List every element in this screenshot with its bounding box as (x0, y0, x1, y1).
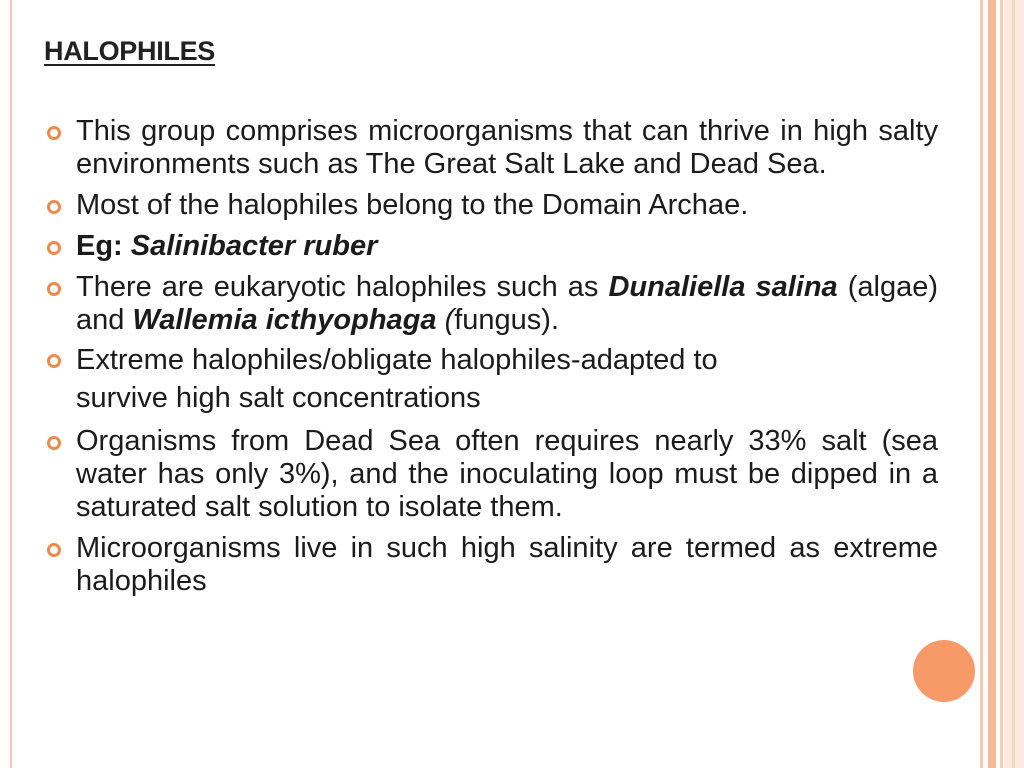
bullet-item-2 (44, 189, 938, 222)
bullet-item-6 (44, 425, 938, 524)
bullet-circle-icon (47, 354, 61, 368)
bullet-item-1 (44, 115, 938, 181)
bullet-circle-icon (47, 126, 61, 140)
bullet-item-4 (44, 271, 938, 337)
bullet-text: Organisms from Dead Sea often requires nearly 33% salt (sea water has only 3%), and the inoculating loop must be dipped in a saturated salt solution to isolate them. (76, 425, 938, 523)
accent-circle (913, 640, 975, 702)
right-border-band (988, 0, 996, 768)
example-label: Eg: (76, 230, 123, 262)
bullet-item-5 (44, 341, 938, 417)
bullet-circle-icon (47, 282, 61, 296)
bullet-text-suffix: fungus). (454, 304, 560, 336)
right-border-edge-line (1012, 0, 1015, 768)
bullet-circle-icon (47, 543, 61, 557)
bullet-list (44, 115, 938, 606)
bullet-text-prefix: There are eukaryotic halophiles such as (76, 271, 599, 303)
bullet-text: Microorganisms live in such high salinity are termed as extreme halophiles (76, 532, 938, 597)
right-border-line (980, 0, 983, 768)
bullet-text: This group comprises microorganisms that can thrive in high salty environments such as The Great Salt Lake and Dead Sea. (76, 115, 938, 180)
bullet-text-line-2: survive high salt concentrations (76, 382, 481, 414)
bullet-circle-icon (47, 241, 61, 255)
species-name: Salinibacter ruber (130, 230, 378, 262)
species-name-wallemia: Wallemia icthyophaga (132, 304, 437, 336)
right-border-inner-line (1000, 0, 1003, 768)
bullet-circle-icon (47, 200, 61, 214)
bullet-item-3 (44, 230, 938, 263)
bullet-text-line-1: Extreme halophiles/obligate halophiles-adapted to (76, 344, 718, 376)
bullet-circle-icon (47, 436, 61, 450)
bullet-text: Most of the halophiles belong to the Domain Archae. (76, 189, 749, 221)
left-border-line (10, 0, 12, 768)
slide-title: HALOPHILES (44, 36, 216, 66)
bullet-item-7 (44, 532, 938, 598)
open-paren: ( (444, 304, 455, 336)
bullet-text-mid: (algae) and (76, 271, 939, 336)
species-name-dunaliella: Dunaliella salina (608, 271, 838, 303)
